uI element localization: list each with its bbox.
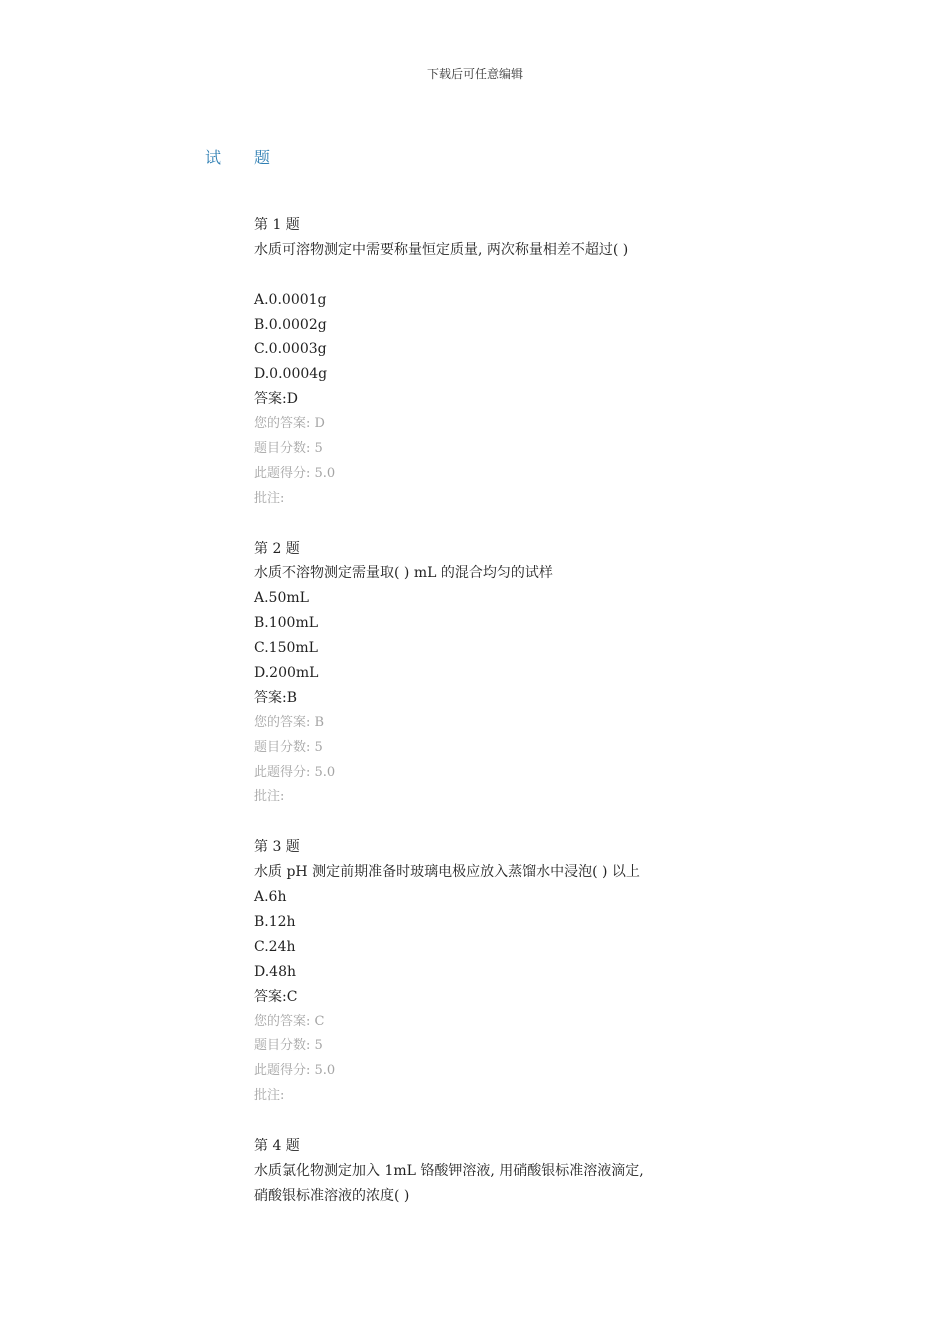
question-stem: 水质可溶物测定中需要称量恒定质量, 两次称量相差不超过( ) [254,241,629,258]
option-c: C.0.0003g [254,341,327,358]
option-d: D.0.0004g [254,366,328,383]
question-number: 第 1 题 [254,217,300,233]
question-score: 题目分数: 5 [254,441,323,457]
spacer [254,512,774,537]
question-number: 第 3 题 [254,839,300,856]
question-number: 第 4 题 [254,1137,300,1154]
option-c: C.150mL [254,640,318,657]
option-a: A.50mL [254,590,309,607]
option-c: C.24h [254,938,296,955]
page-header: 下载后可任意编辑 [426,67,523,81]
option-b: B.12h [254,913,296,930]
question-stem-line-1: 水质氯化物测定加入 1mL 铬酸钾溶液, 用硝酸银标准溶液滴定, [254,1162,644,1179]
question-1 [254,213,774,537]
question-3 [254,835,774,1134]
earned-score: 此题得分: 5.0 [254,764,336,780]
question-2 [254,537,774,836]
option-d: D.48h [254,963,297,980]
your-answer: 您的答案: D [254,416,325,432]
question-list [254,213,774,1209]
your-answer: 您的答案: B [254,714,325,730]
question-stem: 水质不溶物测定需量取( ) mL 的混合均匀的试样 [254,565,553,582]
correct-answer: 答案:B [254,689,298,706]
comment-label: 批注: [254,490,285,506]
spacer [254,263,774,288]
option-d: D.200mL [254,665,319,682]
question-4 [254,1134,774,1209]
your-answer: 您的答案: C [254,1013,325,1029]
option-a: A.6h [254,889,287,906]
spacer [254,1109,774,1134]
correct-answer: 答案:C [254,988,298,1005]
option-b: B.0.0002g [254,316,327,333]
correct-answer: 答案:D [254,391,298,408]
question-number: 第 2 题 [254,540,300,557]
question-score: 题目分数: 5 [254,739,323,755]
section-title-char-2: 题 [254,148,271,167]
spacer [254,810,774,835]
option-a: A.0.0001g [254,291,327,308]
earned-score: 此题得分: 5.0 [254,1063,336,1079]
question-stem-line-2: 硝酸银标准溶液的浓度( ) [254,1187,410,1204]
comment-label: 批注: [254,1088,285,1104]
comment-label: 批注: [254,789,285,805]
section-title [205,145,270,168]
question-score: 题目分数: 5 [254,1038,323,1054]
section-title-char-1: 试 [205,148,222,167]
option-b: B.100mL [254,615,319,632]
question-stem: 水质 pH 测定前期准备时玻璃电极应放入蒸馏水中浸泡( ) 以上 [254,864,640,881]
earned-score: 此题得分: 5.0 [254,465,336,481]
